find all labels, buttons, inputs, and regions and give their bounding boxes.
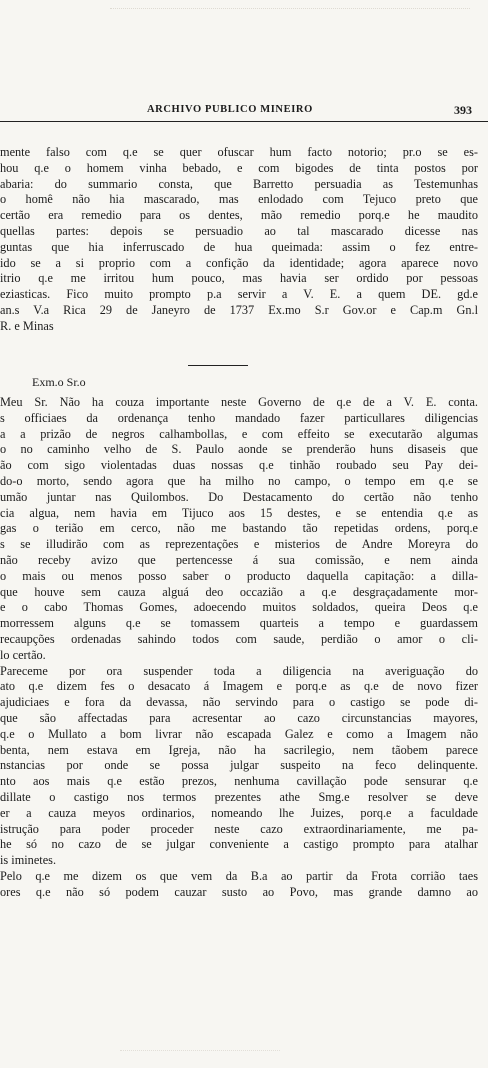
page-number: 393 [454, 103, 472, 117]
text-line: certão era remedio para os dentes, mão remedio porq.e he maudito [0, 208, 478, 223]
text-line: lo certão. [0, 647, 46, 662]
text-line: a a prizão de negros calhambollas, e com effeito se executarão algumas [0, 426, 478, 441]
text-line: ato q.e dizem fes o desacato á Imagem e porq.e as q.e de novo fizer [0, 679, 478, 694]
text-line: gas o terião em cerco, não me bastando tão repetidas ordens, porq.e [0, 521, 478, 536]
text-line: er a cauza meyos ordinarios, nomeando lhe Juizes, porq.e a faculdade [0, 805, 478, 820]
text-line: não receby avizo que pertencesse á sua comissão, e nem ainda [0, 552, 478, 567]
text-line: que houve sem cauza alguá deo occazião a q.e desgraçadamente mor- [0, 584, 478, 599]
text-line: guntas que hia inferruscado de hua queimada: assim o fez entre- [0, 239, 478, 254]
text-line: s officiaes da ordenança tenho mandado fazer particullares diligencias [0, 410, 478, 425]
text-line: Pelo q.e me dizem os que vem da B.a ao partir da Frota corrião taes [0, 868, 478, 883]
text-line: itrio q.e me irritou hum pouco, mas havia ser ordido por pessoas [0, 271, 478, 286]
text-line: ido se a si proprio com a confição da identidade; agora aparece novo [0, 255, 478, 270]
text-line: que são affectadas para acresentar ao cazo circunstancias mayores, [0, 710, 478, 725]
text-line: eziasticas. Fico muito prompto p.a servir a V. E. a quem DE. gd.e [0, 287, 478, 302]
text-line: s se illudirão com as reprezentações e misterios de Andre Moreyra do [0, 537, 478, 552]
text-line: do-o morto, sendo agora que ha milho no campo, o tempo em q.e se [0, 473, 478, 488]
header-rule [0, 121, 488, 122]
text-line: abaria: do summario consta, que Barretto persuadia as Testemunhas [0, 176, 478, 191]
text-line: ão com sigo violentadas duas nossas q.e tinhão roubado seu Pay dei- [0, 458, 478, 473]
text-line: morressem alguns q.e se tomassem quarteis a tempo e guardassem [0, 616, 478, 631]
text-line: nto aos mais q.e estão prezos, nenhuma cavillação pode sensurar q.e [0, 774, 478, 789]
running-header [0, 104, 488, 120]
text-line: benta, nem estava em Igreja, não ha sacrilegio, nem tãobem parece [0, 742, 478, 757]
text-line: e o cabo Thomas Gomes, adoecendo muitos soldados, queira Deos q.e [0, 600, 478, 615]
text-line: Pareceme por ora suspender toda a diligencia na averiguação do [0, 663, 478, 678]
scan-artifact [120, 1050, 280, 1051]
letter-text-block-1 [0, 145, 488, 335]
salutation: Exm.o Sr.o [32, 375, 86, 389]
text-line: quellas partes: depois se persuadio ao tal mascarado dicesse nas [0, 223, 478, 238]
header-title: ARCHIVO PUBLICO MINEIRO [147, 104, 313, 115]
text-line: dillate o castigo nos termos prezentes athe Smg.e resolver se deve [0, 789, 478, 804]
text-line: istrução para poder proceder neste cazo extraordinariamente, me pa- [0, 821, 478, 836]
text-line: ores q.e não só podem cauzar susto ao Povo, mas grande damno ao [0, 884, 478, 899]
letter-text-block-2 [0, 395, 488, 901]
text-line: ajudiciaes e fora da devassa, não servindo para o castigo se pode di- [0, 695, 478, 710]
text-line: is iminetes. [0, 853, 57, 868]
text-line: Meu Sr. Não ha couza importante neste Governo de q.e de a V. E. conta. [0, 395, 478, 409]
text-line: o homê não hia mascarado, mas enlodado com Tejuco preto que [0, 192, 478, 207]
text-line: o no caminho velho de S. Paulo aonde se prenderão huns disaseis que [0, 442, 478, 457]
text-line: hou q.e o homem vinha bebado, e com bigodes de tinta postos por [0, 160, 478, 175]
text-line: cia algua, nem havia em Tijuco aos 15 destes, e se entendia q.e as [0, 505, 478, 520]
text-line: R. e Minas [0, 318, 54, 333]
text-line: mente falso com q.e se quer ofuscar hum facto notorio; pr.o se es- [0, 145, 478, 159]
text-line: o mais ou menos posso saber o producto daquella capitação: a dilla- [0, 568, 478, 583]
text-line: umão juntar nas Quilombos. Do Destacamento do certão não tenho [0, 489, 478, 504]
section-separator [188, 365, 248, 366]
text-line: nstancias por onde se possa julgar suspeito na feco delinquente. [0, 758, 478, 773]
scan-artifact [110, 8, 470, 15]
text-line: he só no cazo de se julgar conveniente a castigo prompto para atalhar [0, 837, 478, 852]
text-line: recaupções ordenadas sahindo todos com saude, perdião o amor o cli- [0, 631, 478, 646]
text-line: q.e o Mullato a bom livrar não escapada Galez e como a Imagem não [0, 726, 478, 741]
text-line: an.s V.a Rica 29 de Janeyro de 1737 Ex.mo S.r Gov.or e Cap.m Gn.l [0, 302, 478, 317]
